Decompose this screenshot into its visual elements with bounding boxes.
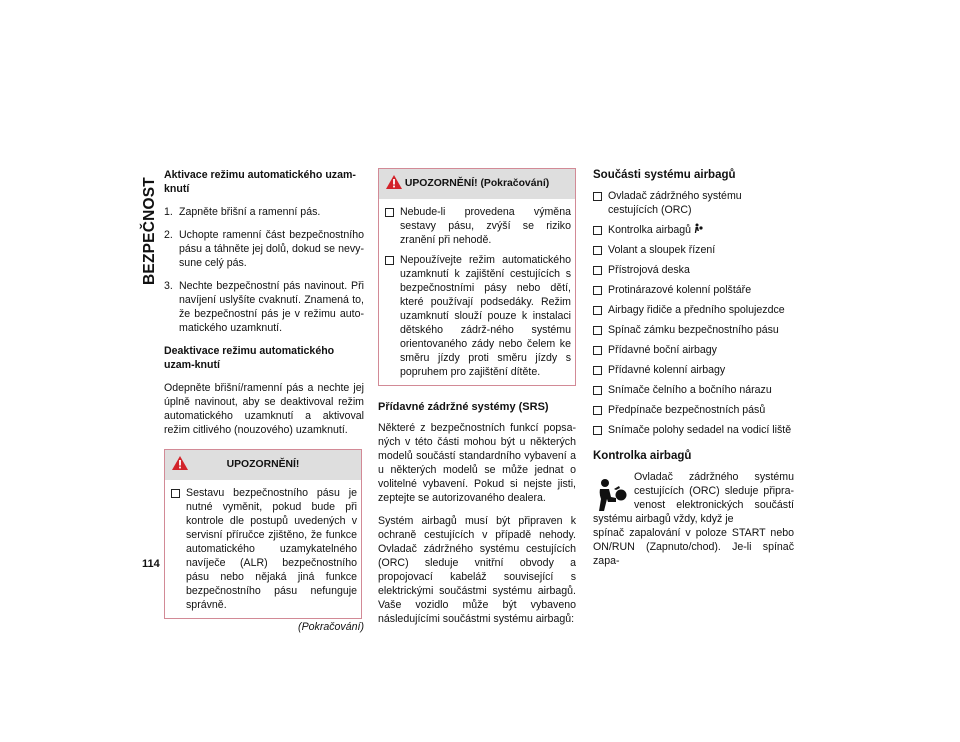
- list-item-text: Kontrolka airbagů: [608, 224, 692, 236]
- step-text: Uchopte ramenní část bezpečnostního pásu a táhněte jej dolů, dokud se nevy-sune celý pás.: [179, 229, 364, 269]
- list-item-text: Airbagy řidiče a předního spolujezdce: [608, 304, 785, 316]
- section-heading-components: Součásti systému airbagů: [593, 169, 736, 181]
- section-heading-srs: Přídavné zádržné systémy (SRS): [378, 401, 549, 413]
- page-number: 114: [142, 558, 160, 570]
- checkbox-icon: [593, 306, 602, 315]
- section-heading-warning-light: Kontrolka airbagů: [593, 450, 692, 462]
- srs-paragraph-2: Systém airbagů musí být připraven k ochraně cestujících v případě nehody. Ovladač zádržného systému cestujících (ORC) sleduje vnitřní obvody a propojovací kabeláž související s elektrickými součástmi systému airbagů. Vaše vozidlo může být vybaveno následujícími součástmi systému airbagů:: [378, 515, 576, 625]
- step-text: Zapněte břišní a ramenní pás.: [179, 206, 321, 218]
- list-item-text: Snímače čelního a bočního nárazu: [608, 384, 772, 396]
- warning-triangle-icon: [171, 455, 189, 471]
- list-item-text: Snímače polohy sedadel na vodicí liště: [608, 424, 792, 436]
- step-text: Nechte bezpečnostní pás navinout. Při navíjení uslyšíte cvaknutí. Znamená to, že bezpečnostní pás je v režimu auto-matického uzamknutí.: [179, 280, 364, 334]
- checkbox-icon: [171, 489, 180, 498]
- warning-light-paragraph-indented: Ovladač zádržného systému cestujících (ORC) sleduje připra-venost elektronických součástí systému airbagů vždy, když je: [593, 471, 794, 525]
- list-item: [593, 303, 794, 317]
- checkbox-icon: [593, 326, 602, 335]
- warning-item: [383, 253, 571, 379]
- list-item: [593, 283, 794, 297]
- list-item-text: Ovladač zádržného systému cestujících (ORC): [608, 190, 742, 216]
- checkbox-icon: [593, 286, 602, 295]
- list-item: [593, 383, 794, 397]
- checkbox-icon: [593, 192, 602, 201]
- checkbox-icon: [593, 406, 602, 415]
- step-number: 2.: [164, 229, 173, 241]
- warning-item-text: Nepoužívejte režim automatického uzamknutí k zajištění cestujících s bezpečnostními pásy nebo dětí, které používají podsedáky. Režim uzamknutí slouží pouze k instalaci dětského zádrž-ného systému orientovaného zády nebo čelem ke směru jízdy proti směru jízdy s popruhem pro zajištění dítěte.: [400, 254, 571, 378]
- list-item: [593, 263, 794, 277]
- checkbox-icon: [593, 266, 602, 275]
- warning-item-text: Sestavu bezpečnostního pásu je nutné vyměnit, pokud bude při kontrole dle postupů uvedených v servisní příručce zjištěno, že funkce automatického uzamykatelného navíječe (ALR) bezpečnostního pásu nebo nějaká jiná funkce bezpečnostního pásu nefunguje správně.: [186, 487, 357, 611]
- checkbox-icon: [593, 426, 602, 435]
- checkbox-icon: [385, 208, 394, 217]
- warning-item-text: Nebude-li provedena výměna sestavy pásu, zvýší se riziko zranění při nehodě.: [400, 206, 571, 246]
- warning-header: [165, 450, 361, 480]
- step-number: 1.: [164, 206, 173, 218]
- step-number: 3.: [164, 280, 173, 292]
- side-tab: [140, 175, 160, 287]
- side-tab-label: BEZPEČNOST: [141, 177, 158, 285]
- airbag-warning-icon: [694, 223, 703, 234]
- list-item-text: Volant a sloupek řízení: [608, 244, 716, 256]
- list-item: [593, 363, 794, 377]
- column-1: [164, 168, 364, 634]
- checkbox-icon: [593, 366, 602, 375]
- deactivation-paragraph: Odepněte břišní/ramenní pás a nechte jej úplně navinout, aby se deaktivoval režim automatického uzamknutí a aktivoval režim citlivého (nouzového) uzamknutí.: [164, 382, 364, 436]
- list-item: [593, 323, 794, 337]
- heading-deactivation: Deaktivace režimu automatického uzam-knutí: [164, 345, 335, 371]
- warning-header: [379, 169, 575, 199]
- warning-item: [383, 205, 571, 247]
- continued-label: (Pokračování): [298, 621, 364, 633]
- column-2: [378, 168, 576, 626]
- components-list: [593, 189, 794, 437]
- warning-light-paragraph-rest: spínač zapalování v poloze START nebo ON/RUN (Zapnuto/chod). Je-li spínač zapa-: [593, 527, 794, 567]
- checkbox-icon: [593, 246, 602, 255]
- list-item-text: Přídavné kolenní airbagy: [608, 364, 726, 376]
- warning-body: [379, 199, 575, 385]
- list-item: [593, 243, 794, 257]
- warning-item: [169, 486, 357, 612]
- warning-light-section: [593, 470, 794, 568]
- warning-title: UPOZORNĚNÍ! (Pokračování): [404, 178, 550, 189]
- list-item: [593, 423, 794, 437]
- step-item: [164, 279, 364, 335]
- list-item-text: Přídavné boční airbagy: [608, 344, 717, 356]
- heading-activation: Aktivace režimu automatického uzam-knutí: [164, 169, 356, 195]
- list-item-text: Předpínače bezpečnostních pásů: [608, 404, 766, 416]
- checkbox-icon: [593, 346, 602, 355]
- checkbox-icon: [593, 386, 602, 395]
- list-item-text: Spínač zámku bezpečnostního pásu: [608, 324, 779, 336]
- column-3: [593, 168, 794, 568]
- warning-triangle-icon: [385, 174, 403, 190]
- step-item: [164, 228, 364, 270]
- srs-paragraph-1: Některé z bezpečnostních funkcí popsa-ných v této části mohou být u některých modelů součástí standardního vybavení a u některých modelů se může jednat o volitelné vybavení. Pokud si nejste jisti, zeptejte se autorizovaného dealera.: [378, 422, 576, 504]
- checkbox-icon: [593, 226, 602, 235]
- list-item: [593, 343, 794, 357]
- list-item: [593, 403, 794, 417]
- list-item-text: Protinárazové kolenní polštáře: [608, 284, 752, 296]
- warning-title: UPOZORNĚNÍ!: [226, 459, 300, 470]
- list-item: [593, 223, 794, 237]
- warning-body: [165, 480, 361, 618]
- list-item-text: Přístrojová deska: [608, 264, 690, 276]
- warning-box-continued: [378, 168, 576, 386]
- warning-box: [164, 449, 362, 619]
- airbag-warning-icon: [596, 478, 628, 512]
- checkbox-icon: [385, 256, 394, 265]
- step-item: [164, 205, 364, 219]
- list-item: [593, 189, 794, 217]
- steps-list: [164, 205, 364, 335]
